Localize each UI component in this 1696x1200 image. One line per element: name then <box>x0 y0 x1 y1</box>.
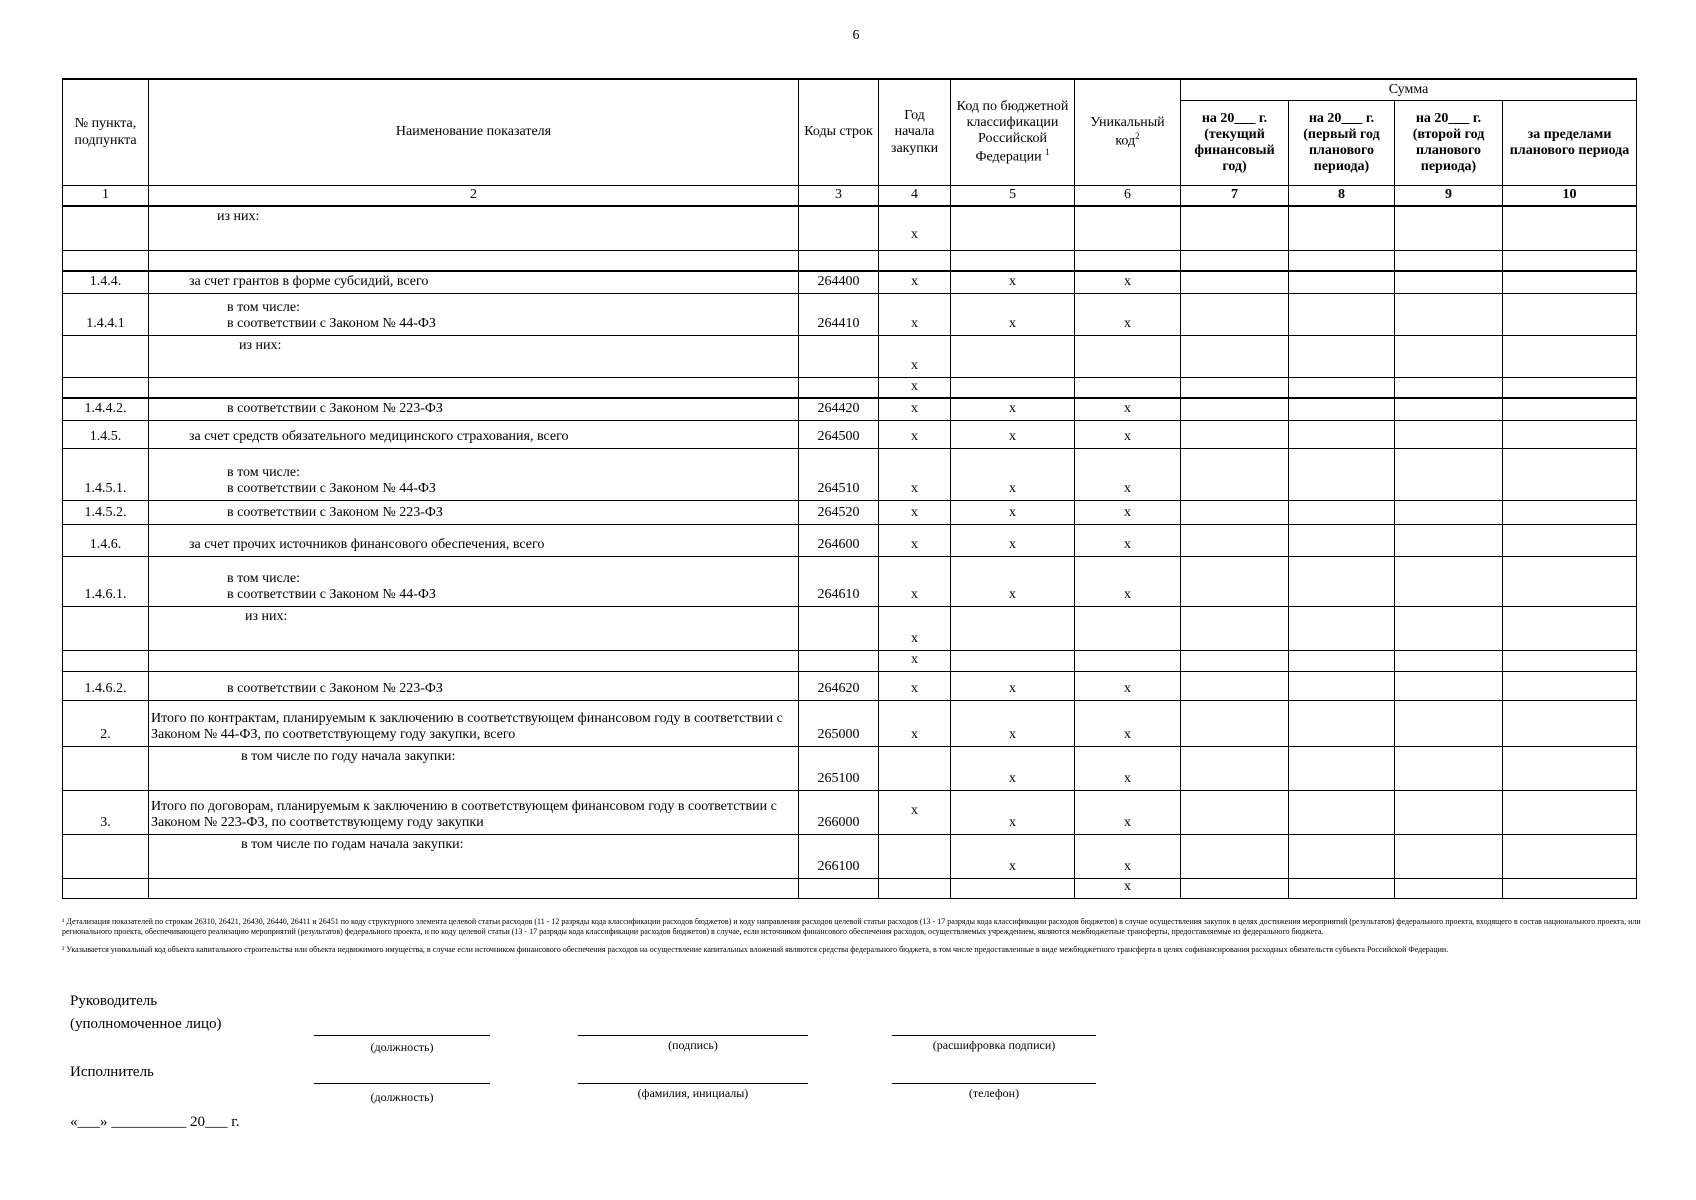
sum-cell[interactable] <box>1181 448 1289 500</box>
row-unique: x <box>1075 271 1181 293</box>
col-number: 3 <box>799 186 879 207</box>
header-codes: Коды строк <box>799 79 879 186</box>
col-number: 9 <box>1395 186 1503 207</box>
row-number: 1.4.4. <box>63 271 149 293</box>
executor-position-caption: (должность) <box>370 1090 434 1104</box>
executor-name-line[interactable] <box>578 1083 808 1084</box>
sum-cell[interactable] <box>1289 878 1395 898</box>
table-row <box>63 250 1637 271</box>
row-year: x <box>879 700 951 746</box>
row-unique <box>1075 606 1181 650</box>
row-number <box>63 606 149 650</box>
row-number: 1.4.4.1 <box>63 293 149 335</box>
row-name: в том числе по годам начала закупки: <box>149 834 799 878</box>
sum-cell[interactable] <box>1181 700 1289 746</box>
row-name: в том числе: в соответствии с Законом № 44-ФЗ <box>149 556 799 606</box>
sum-cell[interactable] <box>1181 206 1289 250</box>
sum-cell[interactable] <box>1503 700 1637 746</box>
sum-cell[interactable] <box>1395 790 1503 834</box>
row-unique: x <box>1075 700 1181 746</box>
row-year: x <box>879 206 951 250</box>
row-year <box>879 746 951 790</box>
header-sum-1: на 20___ г. (текущий финансовый год) <box>1181 101 1289 186</box>
sum-cell[interactable] <box>1503 206 1637 250</box>
row-name: в соответствии с Законом № 223-ФЗ <box>149 671 799 700</box>
table-row <box>63 700 1637 746</box>
executor-phone-caption: (телефон) <box>968 1086 1020 1100</box>
table-row <box>63 671 1637 700</box>
page-number: 6 <box>852 28 860 43</box>
sum-cell[interactable] <box>1503 377 1637 398</box>
sum-cell[interactable] <box>1289 790 1395 834</box>
sum-cell[interactable] <box>1395 878 1503 898</box>
sum-cell[interactable] <box>1289 524 1395 556</box>
sum-cell[interactable] <box>1395 398 1503 420</box>
row-kbk <box>951 250 1075 271</box>
sum-cell[interactable] <box>1503 420 1637 448</box>
sum-cell[interactable] <box>1503 271 1637 293</box>
sum-cell[interactable] <box>1181 335 1289 377</box>
row-unique <box>1075 250 1181 271</box>
sum-cell[interactable] <box>1503 556 1637 606</box>
sum-cell[interactable] <box>1395 524 1503 556</box>
sum-cell[interactable] <box>1503 293 1637 335</box>
sum-cell[interactable] <box>1181 790 1289 834</box>
row-kbk <box>951 335 1075 377</box>
row-name: из них: <box>149 606 799 650</box>
row-kbk: x <box>951 700 1075 746</box>
footnotes <box>62 917 1642 963</box>
row-code <box>799 878 879 898</box>
row-year <box>879 878 951 898</box>
row-kbk: x <box>951 524 1075 556</box>
row-code: 264600 <box>799 524 879 556</box>
col-number: 2 <box>149 186 799 207</box>
sum-cell[interactable] <box>1181 606 1289 650</box>
row-kbk: x <box>951 293 1075 335</box>
row-name: за счет прочих источников финансового обеспечения, всего <box>149 524 799 556</box>
row-name: в соответствии с Законом № 223-ФЗ <box>149 398 799 420</box>
row-year <box>879 250 951 271</box>
row-kbk <box>951 606 1075 650</box>
table-row <box>63 650 1637 671</box>
sum-cell[interactable] <box>1181 250 1289 271</box>
sum-cell[interactable] <box>1181 420 1289 448</box>
row-year: x <box>879 377 951 398</box>
row-code: 266000 <box>799 790 879 834</box>
sum-cell[interactable] <box>1289 834 1395 878</box>
row-kbk: x <box>951 500 1075 524</box>
sum-cell[interactable] <box>1395 556 1503 606</box>
header-kbk: Код по бюджетной классификации Российской Федерации $^1$ <box>951 79 1075 186</box>
table-row <box>63 606 1637 650</box>
sum-cell[interactable] <box>1181 398 1289 420</box>
row-number <box>63 878 149 898</box>
sum-cell[interactable] <box>1503 606 1637 650</box>
table-row <box>63 293 1637 335</box>
row-unique: x <box>1075 671 1181 700</box>
header-year: Год начала закупки <box>879 79 951 186</box>
row-kbk <box>951 206 1075 250</box>
sum-cell[interactable] <box>1181 524 1289 556</box>
sum-cell[interactable] <box>1289 293 1395 335</box>
header-sum-2: на 20___ г. (первый год планового периода) <box>1289 101 1395 186</box>
col-number: 7 <box>1181 186 1289 207</box>
row-code <box>799 206 879 250</box>
sum-cell[interactable] <box>1289 671 1395 700</box>
sum-cell[interactable] <box>1395 746 1503 790</box>
footnote-1: ¹ Детализация показателей по строкам 26310, 26421, 26430, 26440, 26411 и 26451 по коду структурного элемента целевой статьи расходов (11 - 12 разряды кода классификации расходов бюджетов) и коду направления расходов целевой статьи расходов (13 - 17 разряды кода классификации расходов бюджетов) в случае осуществления закупок в целях достижения мероприятий (результатов) федерального проекта, входящего в состав национального проекта, или регионального проекта, обеспечивающего реализацию мероприятий (результатов) федерального проекта, и по коду целевой статьи (13 - 17 разряды кода классификации расходов бюджетов) в случае, если источником финансового обеспечения расходов, осуществляемых учреждением, являются межбюджетные трансферты, предоставляемые из федерального бюджета. <box>62 917 1641 936</box>
sum-cell[interactable] <box>1289 448 1395 500</box>
row-unique <box>1075 335 1181 377</box>
header-unique: Уникальный код$^2$ <box>1075 79 1181 186</box>
table-row <box>63 878 1637 898</box>
row-unique: x <box>1075 398 1181 420</box>
row-name: из них: <box>149 335 799 377</box>
sum-cell[interactable] <box>1395 271 1503 293</box>
table-row <box>63 271 1637 293</box>
table-row <box>63 377 1637 398</box>
row-number <box>63 377 149 398</box>
date-field[interactable]: «___» __________ 20___ г. <box>70 1114 240 1130</box>
sum-cell[interactable] <box>1395 206 1503 250</box>
table-row <box>63 500 1637 524</box>
sum-cell[interactable] <box>1181 878 1289 898</box>
row-unique: x <box>1075 420 1181 448</box>
sum-cell[interactable] <box>1181 271 1289 293</box>
row-kbk: x <box>951 671 1075 700</box>
row-unique: x <box>1075 790 1181 834</box>
sum-cell[interactable] <box>1289 335 1395 377</box>
sum-cell[interactable] <box>1395 500 1503 524</box>
row-unique: x <box>1075 500 1181 524</box>
col-number: 4 <box>879 186 951 207</box>
executor-position-line[interactable] <box>314 1083 490 1084</box>
sum-cell[interactable] <box>1395 335 1503 377</box>
table-row <box>63 556 1637 606</box>
row-code: 264500 <box>799 420 879 448</box>
position-line[interactable] <box>314 1035 490 1036</box>
row-code: 265100 <box>799 746 879 790</box>
row-number: 1.4.5.1. <box>63 448 149 500</box>
row-name <box>149 878 799 898</box>
table-row <box>63 790 1637 834</box>
row-name: в соответствии с Законом № 223-ФЗ <box>149 500 799 524</box>
row-kbk <box>951 650 1075 671</box>
header-sum-4: за пределами планового периода <box>1503 101 1637 186</box>
row-year: x <box>879 448 951 500</box>
sum-cell[interactable] <box>1395 671 1503 700</box>
row-number: 1.4.4.2. <box>63 398 149 420</box>
row-year: x <box>879 271 951 293</box>
row-name: за счет грантов в форме субсидий, всего <box>149 271 799 293</box>
row-year: x <box>879 293 951 335</box>
row-kbk: x <box>951 448 1075 500</box>
position-caption: (должность) <box>370 1040 434 1054</box>
row-name: из них: <box>149 206 799 250</box>
header-column-numbers <box>63 186 1637 207</box>
sum-cell[interactable] <box>1181 377 1289 398</box>
sum-cell[interactable] <box>1503 335 1637 377</box>
row-unique: x <box>1075 878 1181 898</box>
sum-cell[interactable] <box>1395 834 1503 878</box>
signature-caption: (подпись) <box>668 1038 718 1052</box>
row-code: 264510 <box>799 448 879 500</box>
sum-cell[interactable] <box>1503 834 1637 878</box>
row-year: x <box>879 650 951 671</box>
sum-cell[interactable] <box>1181 746 1289 790</box>
row-code <box>799 650 879 671</box>
row-year: x <box>879 524 951 556</box>
sum-cell[interactable] <box>1181 650 1289 671</box>
executor-phone-line[interactable] <box>892 1083 1096 1084</box>
row-code: 264400 <box>799 271 879 293</box>
row-unique: x <box>1075 524 1181 556</box>
row-unique: x <box>1075 746 1181 790</box>
row-year: x <box>879 671 951 700</box>
row-number: 1.4.5. <box>63 420 149 448</box>
sum-cell[interactable] <box>1289 700 1395 746</box>
row-code: 264410 <box>799 293 879 335</box>
table-row <box>63 335 1637 377</box>
row-code: 266100 <box>799 834 879 878</box>
table-row <box>63 524 1637 556</box>
sum-cell[interactable] <box>1289 500 1395 524</box>
row-number: 1.4.6.1. <box>63 556 149 606</box>
sum-cell[interactable] <box>1395 448 1503 500</box>
row-code: 264620 <box>799 671 879 700</box>
row-year: x <box>879 500 951 524</box>
row-name: в том числе: в соответствии с Законом № 44-ФЗ <box>149 448 799 500</box>
sum-cell[interactable] <box>1181 556 1289 606</box>
sum-cell[interactable] <box>1289 398 1395 420</box>
sum-cell[interactable] <box>1289 556 1395 606</box>
row-number: 1.4.6. <box>63 524 149 556</box>
sum-cell[interactable] <box>1395 420 1503 448</box>
row-number <box>63 335 149 377</box>
row-kbk: x <box>951 556 1075 606</box>
sum-cell[interactable] <box>1503 524 1637 556</box>
row-year <box>879 834 951 878</box>
row-kbk: x <box>951 420 1075 448</box>
signature-line[interactable] <box>578 1035 808 1036</box>
col-number: 6 <box>1075 186 1181 207</box>
signature-decode-line[interactable] <box>892 1035 1096 1036</box>
row-name: Итого по договорам, планируемым к заключению в соответствующем финансовом году в соответствии с Законом № 223-ФЗ, по соответствующему году закупки <box>149 790 799 834</box>
sum-cell[interactable] <box>1181 293 1289 335</box>
procurement-table <box>62 78 1637 899</box>
row-year: x <box>879 335 951 377</box>
table-row <box>63 206 1637 250</box>
row-code <box>799 250 879 271</box>
sum-cell[interactable] <box>1289 420 1395 448</box>
table-row <box>63 448 1637 500</box>
executor-label: Исполнитель <box>70 1064 154 1080</box>
row-year: x <box>879 790 951 834</box>
header-sum: Сумма <box>1181 79 1637 101</box>
row-code <box>799 377 879 398</box>
row-year: x <box>879 556 951 606</box>
row-year: x <box>879 420 951 448</box>
sum-cell[interactable] <box>1181 671 1289 700</box>
row-unique <box>1075 650 1181 671</box>
row-name: Итого по контрактам, планируемым к заключению в соответствующем финансовом году в соответствии с Законом № 44-ФЗ, по соответствующему году закупки, всего <box>149 700 799 746</box>
row-number: 3. <box>63 790 149 834</box>
row-unique <box>1075 377 1181 398</box>
col-number: 5 <box>951 186 1075 207</box>
footnote-2: ² Указывается уникальный код объекта капитального строительства или объекта недвижимого имущества, в случае если источником финансового обеспечения расходов на осуществление капитальных вложений являются средства федерального бюджета, в том числе предоставленные в виде межбюджетного трансферта в целях софинансирования расходных обязательств субъекта Российской Федерации. <box>62 945 1449 954</box>
row-code: 264520 <box>799 500 879 524</box>
sum-cell[interactable] <box>1289 377 1395 398</box>
table-row <box>63 398 1637 420</box>
sum-cell[interactable] <box>1289 250 1395 271</box>
table-row <box>63 420 1637 448</box>
sum-cell[interactable] <box>1181 834 1289 878</box>
executor-name-caption: (фамилия, инициалы) <box>637 1086 749 1100</box>
row-kbk <box>951 878 1075 898</box>
row-code: 264420 <box>799 398 879 420</box>
sum-cell[interactable] <box>1289 606 1395 650</box>
row-year: x <box>879 606 951 650</box>
sum-cell[interactable] <box>1395 700 1503 746</box>
sum-cell[interactable] <box>1289 746 1395 790</box>
row-code: 265000 <box>799 700 879 746</box>
row-code: 264610 <box>799 556 879 606</box>
col-number: 8 <box>1289 186 1395 207</box>
row-number <box>63 746 149 790</box>
row-number: 2. <box>63 700 149 746</box>
sum-cell[interactable] <box>1503 500 1637 524</box>
row-number <box>63 250 149 271</box>
row-kbk: x <box>951 271 1075 293</box>
row-kbk: x <box>951 790 1075 834</box>
sum-cell[interactable] <box>1395 250 1503 271</box>
sum-cell[interactable] <box>1503 746 1637 790</box>
row-year: x <box>879 398 951 420</box>
row-unique: x <box>1075 556 1181 606</box>
row-unique: x <box>1075 448 1181 500</box>
row-code <box>799 606 879 650</box>
sum-cell[interactable] <box>1181 500 1289 524</box>
row-name: в том числе: в соответствии с Законом № 44-ФЗ <box>149 293 799 335</box>
sum-cell[interactable] <box>1503 650 1637 671</box>
row-kbk: x <box>951 398 1075 420</box>
col-number: 10 <box>1503 186 1637 207</box>
signature-decode-caption: (расшифровка подписи) <box>932 1038 1056 1052</box>
head-authorized-label: (уполномоченное лицо) <box>70 1016 222 1032</box>
sum-cell[interactable] <box>1503 398 1637 420</box>
row-code <box>799 335 879 377</box>
row-number <box>63 650 149 671</box>
header-name: Наименование показателя <box>149 79 799 186</box>
row-kbk <box>951 377 1075 398</box>
row-number <box>63 834 149 878</box>
sum-cell[interactable] <box>1503 790 1637 834</box>
sum-cell[interactable] <box>1395 377 1503 398</box>
row-unique: x <box>1075 293 1181 335</box>
head-label: Руководитель <box>70 993 158 1009</box>
col-number: 1 <box>63 186 149 207</box>
row-unique <box>1075 206 1181 250</box>
row-unique: x <box>1075 834 1181 878</box>
row-kbk: x <box>951 746 1075 790</box>
sum-cell[interactable] <box>1395 293 1503 335</box>
header-num: № пункта, подпункта <box>63 79 149 186</box>
header-sum-3: на 20___ г. (второй год планового периода) <box>1395 101 1503 186</box>
table-row <box>63 834 1637 878</box>
row-name: в том числе по году начала закупки: <box>149 746 799 790</box>
row-name: за счет средств обязательного медицинского страхования, всего <box>149 420 799 448</box>
sum-cell[interactable] <box>1503 250 1637 271</box>
row-kbk: x <box>951 834 1075 878</box>
row-name <box>149 377 799 398</box>
sum-cell[interactable] <box>1395 650 1503 671</box>
sum-cell[interactable] <box>1395 606 1503 650</box>
sum-cell[interactable] <box>1289 206 1395 250</box>
row-name <box>149 250 799 271</box>
sum-cell[interactable] <box>1503 448 1637 500</box>
row-name <box>149 650 799 671</box>
sum-cell[interactable] <box>1289 271 1395 293</box>
sum-cell[interactable] <box>1503 878 1637 898</box>
row-number: 1.4.5.2. <box>63 500 149 524</box>
row-number <box>63 206 149 250</box>
sum-cell[interactable] <box>1289 650 1395 671</box>
sum-cell[interactable] <box>1503 671 1637 700</box>
table-row <box>63 746 1637 790</box>
row-number: 1.4.6.2. <box>63 671 149 700</box>
